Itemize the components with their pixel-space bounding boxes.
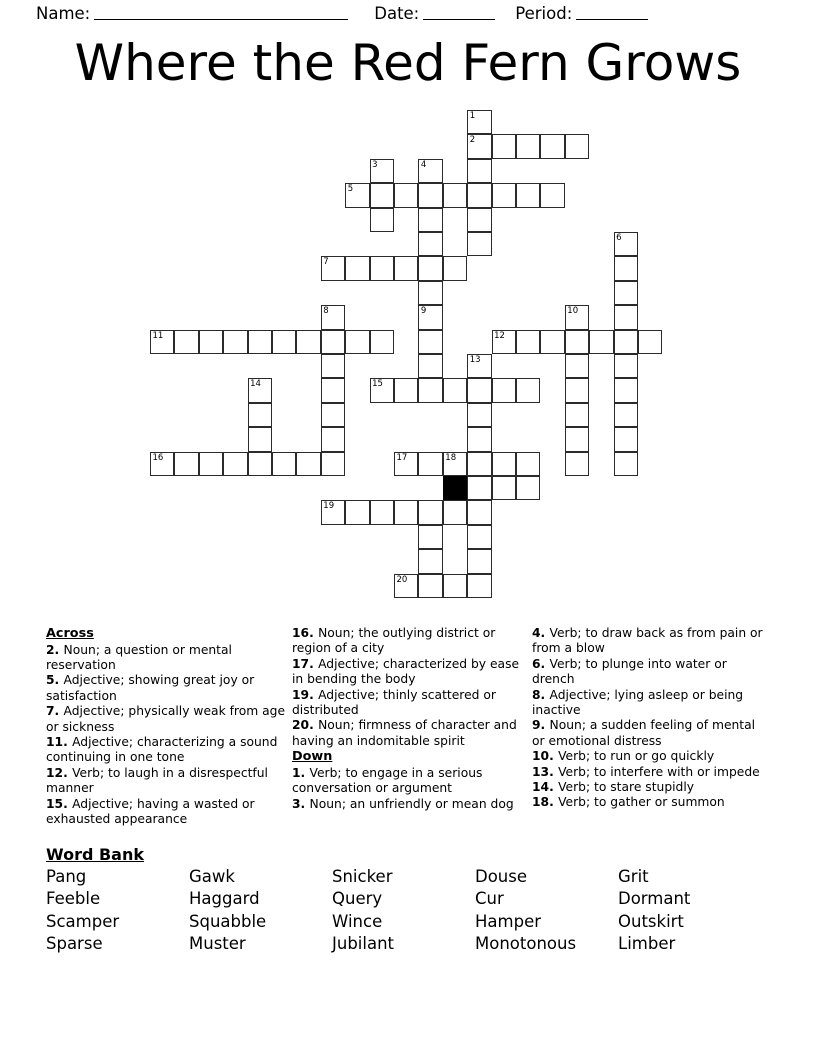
- grid-cell-number: 15: [372, 379, 383, 390]
- grid-cell[interactable]: [565, 452, 589, 476]
- grid-cell[interactable]: [321, 330, 345, 354]
- grid-cell[interactable]: [394, 574, 418, 598]
- across-heading: Across: [46, 626, 94, 641]
- clue-number: 5.: [46, 673, 64, 688]
- clue-item: [532, 657, 768, 688]
- grid-cell[interactable]: [467, 378, 491, 402]
- grid-cell[interactable]: [467, 549, 491, 573]
- grid-cell-number: 8: [323, 306, 329, 317]
- grid-cell[interactable]: [394, 452, 418, 476]
- grid-cell-number: 13: [469, 355, 481, 365]
- grid-cell[interactable]: [467, 183, 491, 207]
- clue-item: [532, 718, 768, 749]
- grid-cell[interactable]: [516, 452, 540, 476]
- word-bank-word: Sparse: [46, 934, 103, 954]
- grid-cell[interactable]: [248, 452, 272, 476]
- grid-cell[interactable]: [418, 330, 442, 354]
- clue-text: Verb; to run or go quickly: [558, 749, 715, 764]
- grid-cell[interactable]: [199, 330, 223, 354]
- clue-number: 9.: [532, 718, 550, 733]
- clue-item: [46, 673, 286, 704]
- grid-cell[interactable]: [467, 403, 491, 427]
- clue-item: [532, 688, 768, 719]
- word-bank-row: [46, 866, 786, 888]
- grid-cell[interactable]: [321, 427, 345, 451]
- grid-cell[interactable]: [321, 452, 345, 476]
- grid-cell-number: 9: [420, 306, 427, 317]
- grid-cell-number: 4: [420, 159, 427, 170]
- clue-text: Adjective; characterizing a sound continuing in one tone: [46, 734, 278, 765]
- clue-text: Adjective; physically weak from age or sickness: [46, 704, 286, 734]
- grid-cell-number: 18: [445, 452, 457, 463]
- grid-cell[interactable]: [565, 134, 589, 158]
- grid-cell-number: 7: [323, 257, 329, 268]
- grid-cell[interactable]: [467, 134, 491, 158]
- clue-text: Verb; to gather or summon: [558, 795, 725, 810]
- grid-cell[interactable]: [370, 183, 394, 207]
- clue-number: 12.: [46, 765, 73, 780]
- grid-cell-blocked: [443, 476, 467, 500]
- grid-cell[interactable]: [540, 330, 564, 354]
- period-label: Period:: [515, 3, 573, 23]
- clue-text: Noun; a sudden feeling of mental or emotional distress: [532, 718, 756, 748]
- grid-cell[interactable]: [248, 330, 272, 354]
- clue-item: [532, 765, 768, 780]
- grid-cell[interactable]: [540, 183, 564, 207]
- word-bank-word: Cur: [475, 889, 504, 909]
- grid-cell[interactable]: [492, 452, 516, 476]
- clue-text: Adjective; having a wasted or exhausted appearance: [46, 796, 255, 826]
- clue-number: 10.: [532, 749, 559, 764]
- word-bank-word: Wince: [332, 911, 383, 931]
- grid-cell[interactable]: [565, 305, 589, 329]
- word-bank-word: Limber: [618, 934, 676, 954]
- grid-cell[interactable]: [418, 500, 442, 524]
- grid-cell[interactable]: [614, 256, 638, 280]
- clue-text: Verb; to laugh in a disrespectful manner: [46, 765, 268, 796]
- grid-cell-number: 1: [469, 111, 476, 121]
- grid-cell-number: 11: [152, 330, 164, 341]
- grid-cell[interactable]: [345, 500, 369, 524]
- clues-column-3: [532, 626, 768, 811]
- grid-cell[interactable]: [614, 403, 638, 427]
- grid-cell-number: 17: [396, 452, 408, 463]
- word-bank-word: Outskirt: [618, 911, 684, 931]
- grid-cell[interactable]: [565, 427, 589, 451]
- word-bank-word: Haggard: [189, 889, 260, 909]
- grid-cell[interactable]: [248, 427, 272, 451]
- word-bank-row: [46, 933, 786, 955]
- grid-cell[interactable]: [321, 256, 345, 280]
- clue-item: [292, 657, 526, 688]
- grid-cell[interactable]: [516, 183, 540, 207]
- word-bank-word: Hamper: [475, 911, 541, 931]
- clue-text: Noun; an unfriendly or mean dog: [309, 796, 514, 811]
- clue-text: Verb; to interfere with or impede: [558, 764, 760, 779]
- grid-cell[interactable]: [296, 452, 320, 476]
- grid-cell[interactable]: [370, 500, 394, 524]
- clue-text: Noun; a question or mental reservation: [46, 642, 232, 672]
- clue-text: Noun; the outlying district or region of a city: [292, 626, 496, 656]
- grid-cell-number: 19: [323, 501, 335, 512]
- name-label: Name:: [36, 3, 91, 23]
- grid-cell[interactable]: [418, 378, 442, 402]
- word-bank-word: Douse: [475, 867, 528, 886]
- grid-cell[interactable]: [321, 305, 345, 329]
- grid-cell[interactable]: [614, 427, 638, 451]
- grid-cell-number: 12: [494, 330, 505, 341]
- grid-cell[interactable]: [174, 452, 198, 476]
- grid-cell[interactable]: [321, 378, 345, 402]
- grid-cell[interactable]: [614, 452, 638, 476]
- clue-text: Adjective; thinly scattered or distributed: [292, 687, 496, 718]
- grid-cell[interactable]: [370, 378, 394, 402]
- clue-item: [46, 735, 286, 766]
- grid-cell[interactable]: [614, 354, 638, 378]
- grid-cell[interactable]: [614, 305, 638, 329]
- grid-cell[interactable]: [370, 256, 394, 280]
- word-bank-word: Snicker: [332, 867, 393, 886]
- clue-number: 19.: [292, 687, 319, 702]
- word-bank-word: Scamper: [46, 911, 120, 931]
- clue-number: 18.: [532, 795, 559, 810]
- grid-cell[interactable]: [418, 574, 442, 598]
- grid-cell[interactable]: [467, 232, 491, 256]
- word-bank-word: Grit: [618, 867, 649, 886]
- grid-cell-number: 5: [347, 184, 354, 195]
- grid-cell[interactable]: [394, 378, 418, 402]
- clue-item: [532, 749, 768, 764]
- grid-cell[interactable]: [565, 354, 589, 378]
- clue-number: 3.: [292, 796, 310, 811]
- word-bank-list: [46, 866, 786, 956]
- word-bank-word: Query: [332, 889, 383, 909]
- grid-cell[interactable]: [492, 134, 516, 158]
- grid-cell[interactable]: [394, 256, 418, 280]
- word-bank-word: Muster: [189, 934, 246, 954]
- clue-text: Verb; to draw back as from pain or from a blow: [532, 626, 763, 656]
- grid-cell[interactable]: [467, 208, 491, 232]
- clue-item: [46, 766, 286, 797]
- grid-cell[interactable]: [614, 330, 638, 354]
- word-bank-word: Feeble: [46, 889, 101, 909]
- word-bank-word: Monotonous: [475, 934, 577, 954]
- grid-cell[interactable]: [370, 208, 394, 232]
- down-heading: Down: [292, 749, 333, 765]
- grid-cell-number: 2: [469, 135, 476, 146]
- clue-text: Adjective; lying asleep or being inactive: [532, 687, 744, 718]
- grid-cell[interactable]: [443, 256, 467, 280]
- clue-number: 11.: [46, 734, 73, 749]
- grid-cell[interactable]: [418, 525, 442, 549]
- grid-cell[interactable]: [394, 500, 418, 524]
- clues-column-2: [292, 626, 532, 812]
- clue-item: [292, 626, 526, 657]
- grid-cell-number: 3: [372, 159, 378, 170]
- clue-item: [292, 718, 526, 749]
- grid-cell[interactable]: [296, 330, 320, 354]
- clue-number: 4.: [532, 626, 550, 640]
- word-bank-word: Jubilant: [332, 934, 395, 954]
- grid-cell[interactable]: [370, 159, 394, 183]
- clue-number: 2.: [46, 642, 64, 657]
- grid-cell[interactable]: [638, 330, 662, 354]
- grid-cell[interactable]: [418, 549, 442, 573]
- grid-cell-number: 16: [152, 452, 164, 463]
- clue-number: 17.: [292, 656, 319, 671]
- clue-number: 16.: [292, 626, 319, 640]
- clue-number: 7.: [46, 704, 64, 719]
- grid-cell[interactable]: [467, 574, 491, 598]
- grid-cell[interactable]: [467, 476, 491, 500]
- grid-cell[interactable]: [418, 232, 442, 256]
- grid-cell[interactable]: [418, 354, 442, 378]
- clue-item: [292, 766, 526, 797]
- grid-cell[interactable]: [443, 574, 467, 598]
- grid-cell[interactable]: [223, 330, 247, 354]
- clue-item: [532, 626, 768, 657]
- grid-cell[interactable]: [418, 183, 442, 207]
- grid-cell[interactable]: [516, 330, 540, 354]
- word-bank-word: Dormant: [618, 889, 691, 909]
- grid-cell[interactable]: [199, 452, 223, 476]
- grid-cell[interactable]: [321, 403, 345, 427]
- grid-cell[interactable]: [150, 452, 174, 476]
- grid-cell-number: 6: [616, 233, 622, 243]
- clue-item: [46, 797, 286, 828]
- clue-number: 1.: [292, 765, 310, 780]
- grid-cell[interactable]: [565, 378, 589, 402]
- grid-cell[interactable]: [516, 378, 540, 402]
- clue-number: 13.: [532, 764, 559, 779]
- grid-cell[interactable]: [272, 452, 296, 476]
- grid-cell[interactable]: [443, 500, 467, 524]
- clue-text: Verb; to stare stupidly: [558, 780, 695, 795]
- grid-cell[interactable]: [540, 134, 564, 158]
- clue-item: [292, 688, 526, 719]
- word-bank-row: [46, 911, 786, 933]
- grid-cell[interactable]: [492, 476, 516, 500]
- grid-cell[interactable]: [248, 403, 272, 427]
- grid-cell[interactable]: [370, 330, 394, 354]
- grid-cell[interactable]: [345, 183, 369, 207]
- grid-cell[interactable]: [614, 232, 638, 256]
- grid-cell[interactable]: [492, 330, 516, 354]
- clues-column-1: [46, 626, 292, 827]
- grid-cell[interactable]: [614, 378, 638, 402]
- word-bank-heading: Word Bank: [46, 845, 145, 864]
- grid-cell[interactable]: [418, 159, 442, 183]
- page-title: Where the Red Fern Grows: [74, 34, 742, 92]
- grid-cell[interactable]: [565, 330, 589, 354]
- grid-cell[interactable]: [614, 281, 638, 305]
- grid-cell[interactable]: [467, 159, 491, 183]
- grid-cell[interactable]: [394, 183, 418, 207]
- word-bank-row: [46, 888, 786, 910]
- clue-text: Adjective; characterized by ease in bending the body: [292, 656, 520, 687]
- grid-cell[interactable]: [467, 354, 491, 378]
- clues-section: [46, 626, 770, 827]
- grid-cell[interactable]: [467, 500, 491, 524]
- clue-item: [532, 780, 768, 795]
- clue-number: 15.: [46, 796, 73, 811]
- clue-number: 20.: [292, 718, 319, 733]
- grid-cell[interactable]: [418, 256, 442, 280]
- clue-number: 6.: [532, 656, 550, 671]
- grid-cell-number: 10: [567, 306, 579, 317]
- grid-cell[interactable]: [443, 452, 467, 476]
- grid-cell[interactable]: [174, 330, 198, 354]
- clue-item: [532, 795, 768, 810]
- grid-cell[interactable]: [516, 476, 540, 500]
- grid-cell[interactable]: [321, 354, 345, 378]
- grid-cell[interactable]: [467, 427, 491, 451]
- grid-cell[interactable]: [418, 452, 442, 476]
- grid-cell[interactable]: [223, 452, 247, 476]
- clue-number: 8.: [532, 687, 550, 702]
- grid-cell[interactable]: [150, 330, 174, 354]
- grid-cell[interactable]: [248, 378, 272, 402]
- grid-cell[interactable]: [492, 183, 516, 207]
- clue-number: 14.: [532, 780, 559, 795]
- grid-cell[interactable]: [467, 452, 491, 476]
- grid-cell[interactable]: [467, 110, 491, 134]
- clue-text: Adjective; showing great joy or satisfaction: [46, 673, 255, 703]
- date-label: Date:: [374, 3, 420, 23]
- clue-item: [46, 704, 286, 735]
- grid-cell[interactable]: [418, 281, 442, 305]
- word-bank-word: Gawk: [189, 867, 235, 886]
- grid-cell[interactable]: [272, 330, 296, 354]
- grid-cell[interactable]: [589, 330, 613, 354]
- word-bank-word: Squabble: [189, 911, 267, 931]
- clue-text: Noun; firmness of character and having an indomitable spirit: [292, 718, 517, 748]
- grid-cell-number: 14: [250, 379, 261, 390]
- grid-cell[interactable]: [345, 330, 369, 354]
- grid-cell[interactable]: [418, 208, 442, 232]
- grid-cell[interactable]: [321, 500, 345, 524]
- clue-text: Verb; to plunge into water or drench: [532, 656, 727, 687]
- grid-cell[interactable]: [345, 256, 369, 280]
- grid-cell[interactable]: [565, 403, 589, 427]
- word-bank-word: Pang: [46, 867, 87, 886]
- grid-cell[interactable]: [516, 134, 540, 158]
- grid-cell[interactable]: [467, 525, 491, 549]
- grid-cell[interactable]: [443, 183, 467, 207]
- grid-cell-number: 20: [396, 574, 408, 585]
- grid-cell[interactable]: [443, 378, 467, 402]
- grid-cell[interactable]: [492, 378, 516, 402]
- clue-item: [292, 797, 526, 812]
- grid-cell[interactable]: [418, 305, 442, 329]
- clue-item: [46, 643, 286, 674]
- clue-text: Verb; to engage in a serious conversation or argument: [292, 765, 483, 796]
